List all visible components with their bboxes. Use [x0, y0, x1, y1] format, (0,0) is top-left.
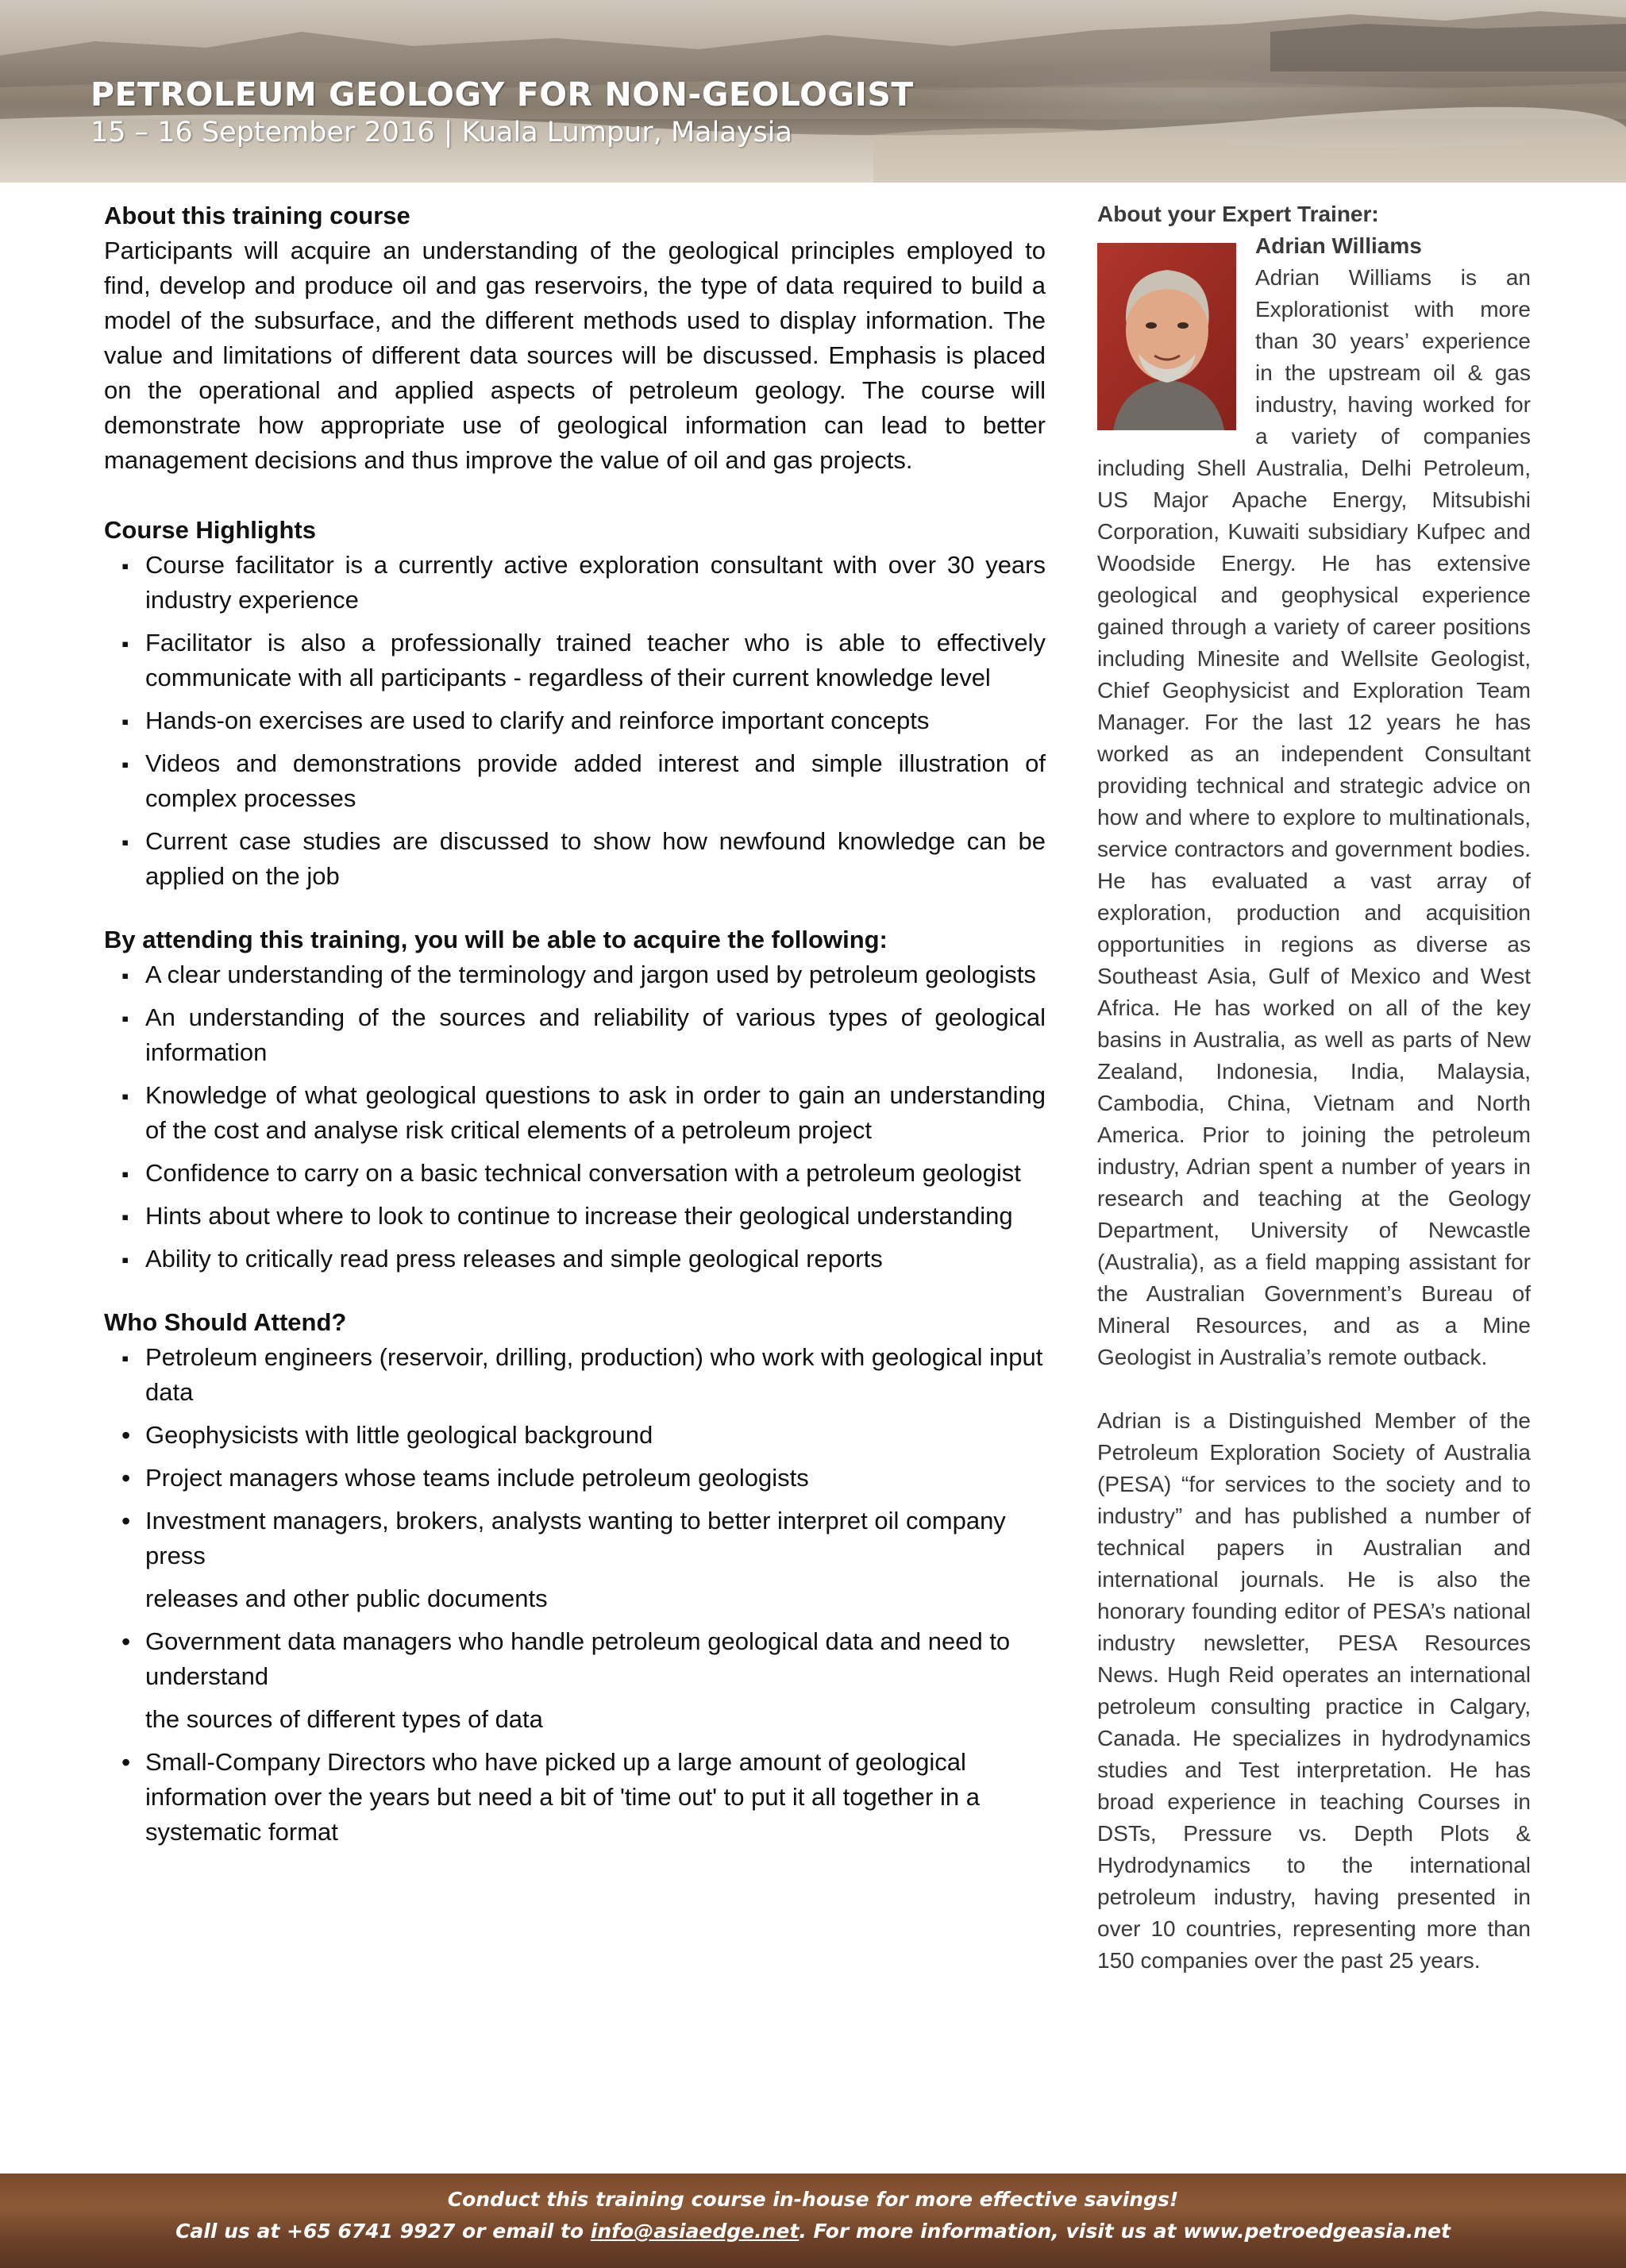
square-bullet-icon	[121, 746, 137, 782]
list-item: • Small-Company Directors who have picked up a large amount of geological information over the years but need a bit of 'time out' to put it all together in a systematic format	[104, 1745, 1046, 1850]
trainer-bio-2: Adrian is a Distinguished Member of the Petroleum Exploration Society of Australia (PESA) “for services to the society and to industry” and has published a number of technical papers in Australian and international journals. He is also the honorary founding editor of PESA’s national industry newsletter, PESA Resources News. Hugh Reid operates an international petroleum consulting practice in Calgary, Canada. He specializes in hydrodynamics studies and Test interpretation. He has broad experience in teaching Courses in DSTs, Pressure vs. Depth Plots & Hydrodynamics to the international petroleum industry, having presented in over 10 countries, representing more than 150 companies over the past 25 years.	[1097, 1408, 1531, 1973]
trainer-photo	[1097, 243, 1236, 430]
list-item: • Government data managers who handle petroleum geological data and need to understand	[104, 1624, 1046, 1694]
attend-list-dot	[104, 1418, 1046, 1850]
list-item: ▪ Confidence to carry on a basic technical conversation with a petroleum geologist	[104, 1156, 1046, 1191]
course-title: PETROLEUM GEOLOGY FOR NON-GEOLOGIST	[91, 75, 914, 114]
list-item: ▪ Videos and demonstrations provide added interest and simple illustration of complex processes	[104, 746, 1046, 816]
highlights-section	[104, 513, 1046, 894]
round-bullet-icon	[121, 1745, 137, 1781]
header-banner	[0, 0, 1626, 183]
list-item: ▪ Current case studies are discussed to show how newfound knowledge can be applied on the job	[104, 824, 1046, 894]
list-item: ▪ Knowledge of what geological questions to ask in order to gain an understanding of the cost and analyse risk critical elements of a petroleum project	[104, 1078, 1046, 1148]
square-bullet-icon	[121, 1000, 137, 1036]
course-date-location: 15 – 16 September 2016 | Kuala Lumpur, Malaysia	[91, 117, 792, 148]
list-item: ▪ Facilitator is also a professionally trained teacher who is able to effectively communicate with all participants - regardless of their current knowledge level	[104, 626, 1046, 695]
square-bullet-icon	[121, 703, 137, 739]
list-item: ▪ Petroleum engineers (reservoir, drilling, production) who work with geological input data	[104, 1340, 1046, 1410]
outcomes-heading: By attending this training, you will be able to acquire the following:	[104, 926, 888, 953]
round-bullet-icon	[121, 1418, 137, 1454]
attend-list-square	[104, 1340, 1046, 1410]
trainer-heading: About your Expert Trainer:	[1097, 202, 1379, 226]
about-body: Participants will acquire an understanding of the geological principles employed to find, develop and produce oil and gas reservoirs, the type of data required to build a model of the subsurface, and the different methods used to display information. The value and limitations of different data sources will be discussed. Emphasis is placed on the operational and applied aspects of petroleum geology. The course will demonstrate how appropriate use of geological information can lead to better management decisions and thus improve the value of oil and gas projects.	[104, 237, 1046, 474]
list-item: • Geophysicists with little geological background	[104, 1418, 1046, 1453]
about-section	[104, 198, 1046, 478]
trainer-bio-1: Adrian Williams is an Explorationist with more than 30 years’ experience in the upstream oil & gas industry, having worked for a variety of companies including Shell Australia, Delhi Petroleum, US Major Apache Energy, Mitsubishi Corporation, Kuwaiti subsidiary Kufpec and Woodside Energy. He has extensive geological and geophysical experience gained through a variety of career positions including Minesite and Wellsite Geologist, Chief Geophysicist and Exploration Team Manager. For the last 12 years he has worked as an independent Consultant providing technical and strategic advice on how and where to explore to multinationals, service contractors and government bodies. He has evaluated a vast array of exploration, production and acquisition opportunities in regions as diverse as Southeast Asia, Gulf of Mexico and West Africa. He has worked on all of the key basins in Australia, as well as parts of New Zealand, Indonesia, India, Malaysia, Cambodia, China, Vietnam and North America. Prior to joining the petroleum industry, Adrian spent a number of years in research and teaching at the Geology Department, University of Newcastle (Australia), as a field mapping assistant for the Australian Government’s Bureau of Mineral Resources, and as a Mine Geologist in Australia’s remote outback.	[1097, 265, 1531, 1369]
list-item: ▪ A clear understanding of the terminology and jargon used by petroleum geologists	[104, 957, 1046, 992]
square-bullet-icon	[121, 1340, 137, 1376]
round-bullet-icon	[121, 1504, 137, 1539]
round-bullet-icon	[121, 1461, 137, 1496]
list-item-continuation: releases and other public documents	[145, 1585, 548, 1612]
email-link[interactable]: info@asiaedge.net	[590, 2220, 800, 2243]
square-bullet-icon	[121, 1242, 137, 1277]
list-item: ▪ Hands-on exercises are used to clarify and reinforce important concepts	[104, 703, 1046, 738]
list-item: ▪ Ability to critically read press releases and simple geological reports	[104, 1242, 1046, 1276]
list-item: ▪ Course facilitator is a currently active exploration consultant with over 30 years industry experience	[104, 548, 1046, 618]
square-bullet-icon	[121, 824, 137, 860]
outcomes-section	[104, 922, 1046, 1276]
list-item: • Project managers whose teams include petroleum geologists	[104, 1461, 1046, 1496]
footer-contact: Call us at +65 6741 9927 or email to info@asiaedge.net. For more information, visit us at www.petroedgeasia.net	[175, 2220, 1451, 2243]
attend-section	[104, 1305, 1046, 1850]
footer-banner	[0, 2174, 1626, 2268]
highlights-heading: Course Highlights	[104, 516, 316, 544]
square-bullet-icon	[121, 957, 137, 993]
square-bullet-icon	[121, 1156, 137, 1192]
trainer-name: Adrian Williams	[1255, 233, 1422, 258]
highlights-list	[104, 548, 1046, 894]
trainer-sidebar	[1097, 198, 1531, 1977]
outcomes-list	[104, 957, 1046, 1276]
main-content	[104, 198, 1046, 1858]
footer-tagline: Conduct this training course in-house for more effective savings!	[447, 2188, 1179, 2211]
about-heading: About this training course	[104, 202, 410, 229]
square-bullet-icon	[121, 626, 137, 661]
list-item: ▪ Hints about where to look to continue to increase their geological understanding	[104, 1199, 1046, 1234]
attend-heading: Who Should Attend?	[104, 1308, 347, 1336]
square-bullet-icon	[121, 1078, 137, 1114]
list-item: • Investment managers, brokers, analysts wanting to better interpret oil company press	[104, 1504, 1046, 1573]
list-item-continuation: the sources of different types of data	[145, 1705, 543, 1733]
square-bullet-icon	[121, 548, 137, 583]
round-bullet-icon	[121, 1624, 137, 1660]
square-bullet-icon	[121, 1199, 137, 1234]
list-item: ▪ An understanding of the sources and reliability of various types of geological information	[104, 1000, 1046, 1070]
